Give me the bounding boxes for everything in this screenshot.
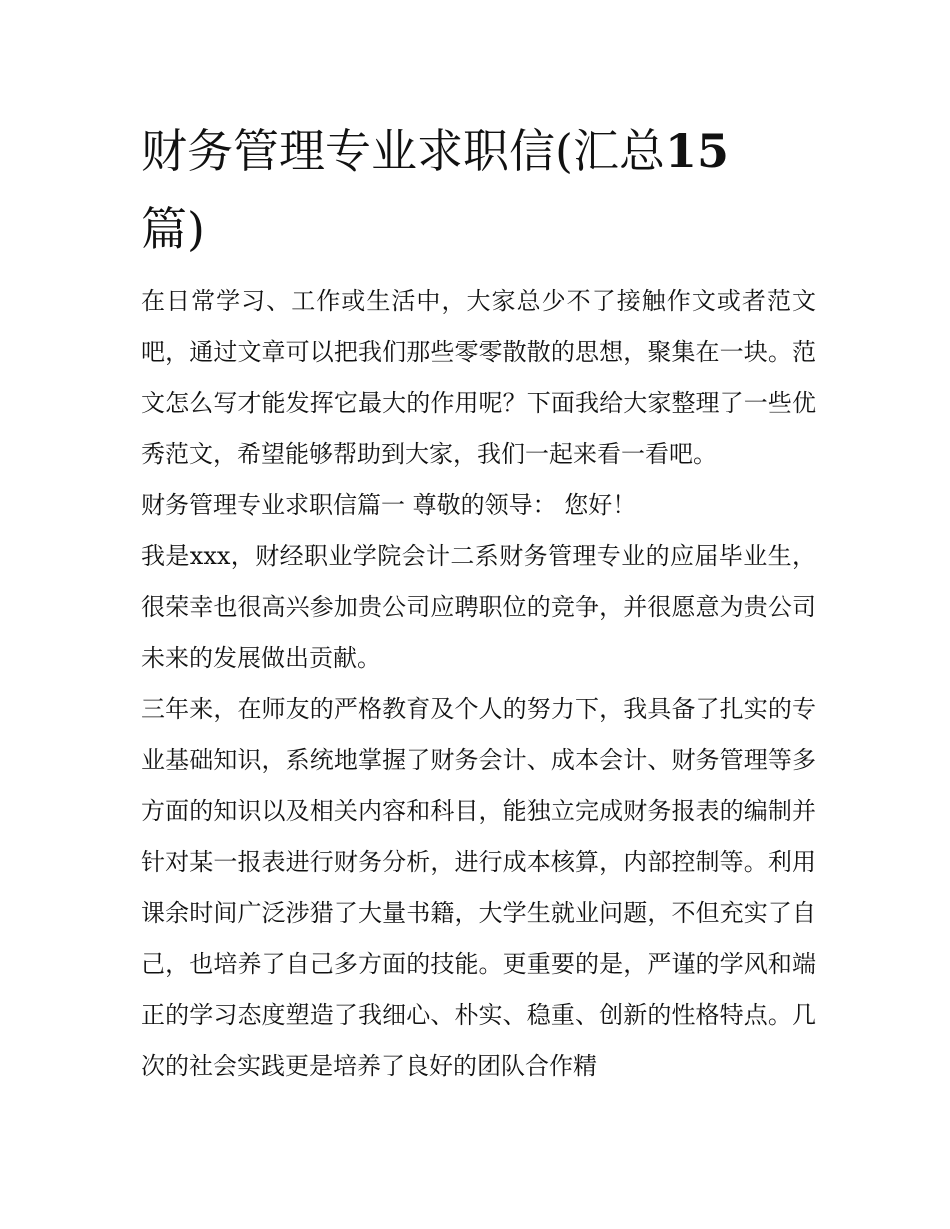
document-body [141, 112, 816, 1092]
document-title [141, 112, 816, 268]
paragraph-self-introduction: 我是xxx，财经职业学院会计二系财务管理专业的应届毕业生，很荣幸也很高兴参加贵公司应聘职位的竞争，并很愿意为贵公司未来的发展做出贡献。 [141, 542, 816, 672]
paragraph-education: 三年来，在师友的严格教育及个人的努力下，我具备了扎实的专业基础知识，系统地掌握了财务会计、成本会计、财务管理等多方面的知识以及相关内容和科目，能独立完成财务报表的编制并针对某一报表进行财务分析，进行成本核算，内部控制等。利用课余时间广泛涉猎了大量书籍，大学生就业问题，不但充实了自己，也培养了自己多方面的技能。更重要的是，严谨的学风和端正的学习态度塑造了我细心、朴实、稳重、创新的性格特点。几次的社会实践更是培养了良好的团队合作精 [141, 695, 816, 1080]
paragraph-heading-greeting: 财务管理专业求职信篇一 尊敬的领导： 您好！ [141, 491, 637, 519]
title-text: 财务管理专业求职信(汇总 [141, 124, 665, 178]
title-suffix: 篇) [141, 202, 205, 256]
paragraph-intro: 在日常学习、工作或生活中，大家总少不了接触作文或者范文吧，通过文章可以把我们那些零零散散的思想，聚集在一块。范文怎么写才能发挥它最大的作用呢？下面我给大家整理了一些优秀范文，希望能够帮助到大家，我们一起来看一看吧。 [141, 287, 816, 468]
title-number: 15 [664, 124, 729, 178]
